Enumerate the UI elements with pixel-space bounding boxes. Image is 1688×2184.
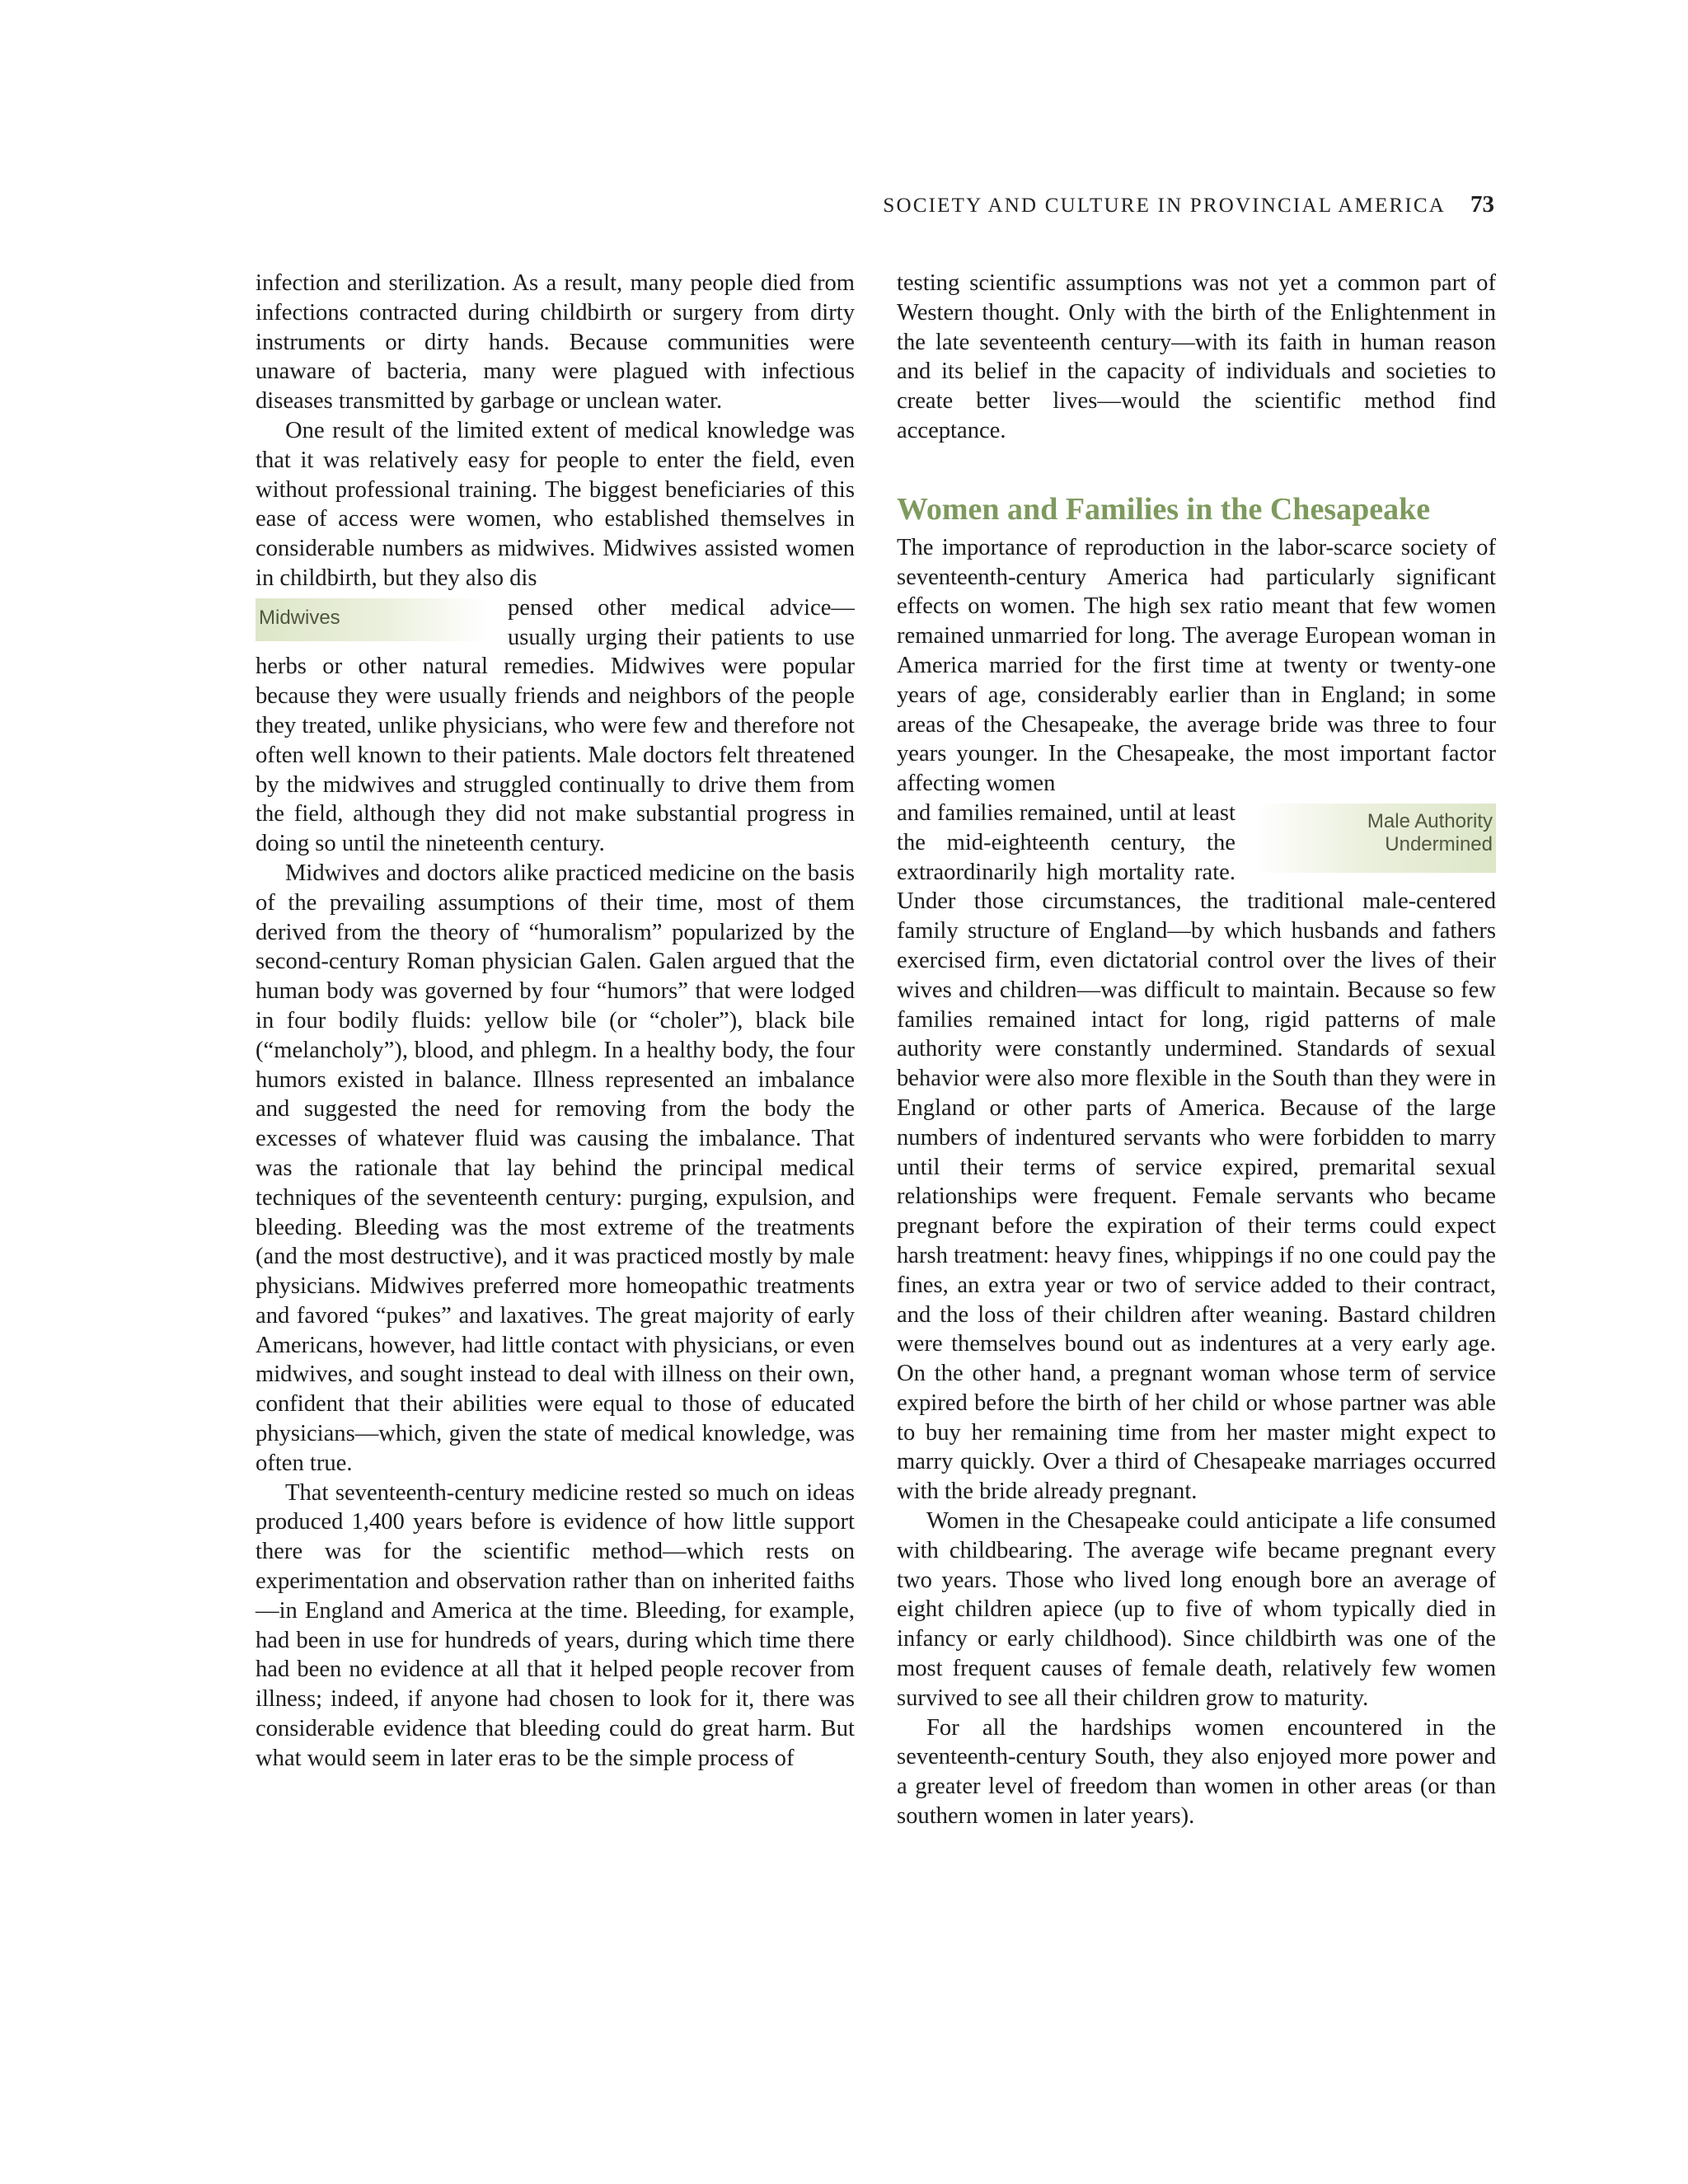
page-number: 73 [1470,191,1494,218]
paragraph: One result of the limited extent of medical knowledge was that it was relatively easy for people to enter the field, even without professional training. The biggest beneficiaries of this ease of access were women, who established themselves in considerable numbers as midwives. Midwives assisted women in childbirth, but they also dis [256,417,855,591]
left-column [256,269,855,1774]
paragraph: Midwives and doctors alike practiced medicine on the basis of the prevailing assumptions of their time, most of them derived from the theory of “humoralism” popularized by the second-century Roman physician Galen. Galen argued that the human body was governed by four “humors” that were lodged in four bodily fluids: yellow bile (or “choler”), black bile (“melancholy”), blood, and phlegm. In a healthy body, the four humors existed in balance. Illness represented an imbalance and suggested the need for removing from the body the excesses of whatever fluid was causing the imbalance. That was the rationale that lay behind the principal medical techniques of the seventeenth century: purging, expulsion, and bleeding. Bleeding was the most extreme of the treatments (and the most destructive), and it was practiced mostly by male physicians. Midwives preferred more homeopathic treatments and favored “pukes” and laxatives. The great majority of early Americans, however, had little contact with physicians, or even midwives, and sought instead to deal with illness on their own, confident that their abilities were equal to those of educated physicians—which, given the state of medical knowledge, was often true. [256,860,855,1476]
running-header [883,191,1494,218]
margin-note-male-authority [1255,804,1496,873]
margin-note-line: Male Authority [1367,809,1493,832]
paragraph: pensed other medical advice—usually urging their patients to use herbs or other natural remedies. Midwives were popular because they were usually friends and neighbors of the people they treated, unlike physicians, who were few and therefore not often well known to their patients. Male doctors felt threatened by the midwives and struggled continually to drive them from the field, although they did not make substantial progress in doing so until the nineteenth century. [256,594,855,857]
paragraph: Women in the Chesapeake could anticipate a life consumed with childbearing. The average wife became pregnant every two years. Those who lived long enough bore an average of eight children apiece (up to five of whom typically died in infancy or early childhood). Since childbirth was one of the most frequent causes of female death, relatively few women survived to see all their children grow to maturity. [897,1508,1496,1711]
margin-note-line: Undermined [1385,832,1493,855]
running-title: SOCIETY AND CULTURE IN PROVINCIAL AMERICA [883,194,1446,217]
right-column [897,269,1496,1831]
paragraph: That seventeenth-century medicine rested so much on ideas produced 1,400 years before is evidence of how little support there was for the scientific method—which rests on experimentation and observation rather than on inherited faiths—in England and America at the time. Bleeding, for example, had been in use for hundreds of years, during which time there had been no evidence at all that it helped people recover from illness; indeed, if anyone had chosen to look for it, there was considerable evidence that bleeding could do great harm. But what would seem in later eras to be the simple process of [256,1479,855,1771]
paragraph: infection and sterilization. As a result, many people died from infections contracted during childbirth or surgery from dirty instruments or dirty hands. Because communities were unaware of bacteria, many were plagued with infectious diseases transmitted by garbage or unclean water. [256,270,855,415]
section-heading: Women and Families in the Chesapeake [897,491,1431,527]
paragraph: testing scientific assumptions was not yet a common part of Western thought. Only with the birth of the Enlightenment in the late seventeenth century—with its faith in human reason and its belief in the capacity of individuals and societies to create better lives—would the scientific method find acceptance. [897,270,1496,443]
margin-note-midwives: Midwives [256,598,488,641]
paragraph: For all the hardships women encountered in the seventeenth-century South, they also enjoyed more power and a greater level of freedom than women in other areas (or than southern women in later years). [897,1714,1496,1830]
paragraph: and families remained, until at least the mid-eighteenth century, the extraordinarily high mortality rate. Under those circumstances, the traditional male-centered family structure of England—by which husbands and fathers exercised firm, even dictatorial control over the lives of their wives and children—was difficult to maintain. Because so few families remained intact for long, rigid patterns of male authority were constantly undermined. Standards of sexual behavior were also more flexible in the South than they were in England or other parts of America. Because of the large numbers of indentured servants who were forbidden to marry until their terms of service expired, premarital sexual relationships were frequent. Female servants who became pregnant before the expiration of their terms could expect harsh treatment: heavy fines, whippings if no one could pay the fines, an extra year or two of service added to their contract, and the loss of their children after weaning. Bastard children were themselves bound out as indentures at a very early age. On the other hand, a pregnant woman whose term of service expired before the birth of her child or whose partner was able to buy her remaining time from her master might expect to marry quickly. Over a third of Chesapeake marriages occurred with the bride already pregnant. [897,799,1496,1505]
paragraph: The importance of reproduction in the labor-scarce society of seventeenth-century America had particularly significant effects on women. The high sex ratio meant that few women remained unmarried for long. The average European woman in America married for the first time at twenty or twenty-one years of age, considerably earlier than in England; in some areas of the Chesapeake, the average bride was three to four years younger. In the Chesapeake, the most important factor affecting women [897,534,1496,797]
